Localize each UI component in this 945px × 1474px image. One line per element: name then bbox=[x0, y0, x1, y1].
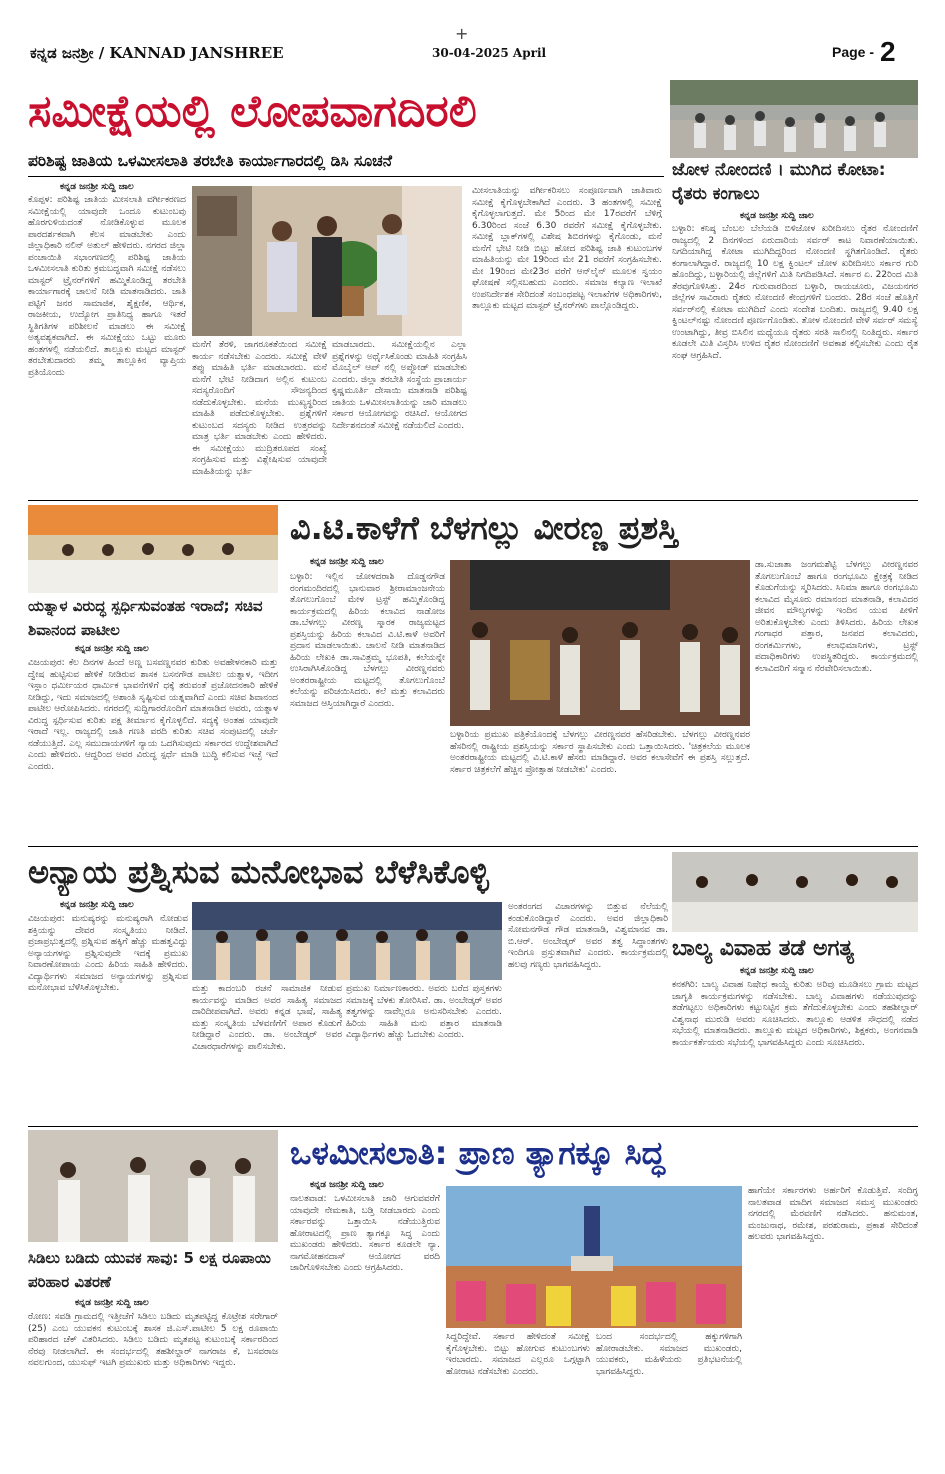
a1-headline: ಸಮೀಕ್ಷೆಯಲ್ಲಿ ಲೋಪವಾಗದಿರಲಿ bbox=[28, 86, 477, 137]
a8-body-col3: ಬಂದ ಸಂದರ್ಭದಲ್ಲಿ ಹಕ್ಕುಗಳಿಗಾಗಿ ಹೋರಾಡಬೇಕು. ಸಮಾಜದ ಮುಖಂಡರು, ಯುವಕರು, ಮಹಿಳೆಯರು ಪ್ರತಿಭಟನೆಯಲ್ಲಿ ಭಾಗವಹಿಸಿದ್ದರು. bbox=[596, 1332, 742, 1377]
a4-byline: ಕನ್ನಡ ಜನಶ್ರೀ ಸುದ್ದಿ ಜಾಲ bbox=[310, 557, 384, 567]
a7-body: ರೋಣ: ಸವಡಿ ಗ್ರಾಮದಲ್ಲಿ ಇತ್ತೀಚೆಗೆ ಸಿಡಿಲು ಬಡಿದು ಮೃತಪಟ್ಟಿದ್ದ ಕೊಟ್ರೇಶ ಸರೇಗಾರ್ (25) ಎಂಬ ಯುವಕನ ಕುಟುಂಬಕ್ಕೆ ಶಾಸಕ ಜಿ.ಎಸ್.ಪಾಟೀಲ 5 ಲಕ್ಷ ರೂಪಾಯಿ ಪರಿಹಾರದ ಚೆಕ್ ವಿತರಿಸಿದರು. ಸಿಡಿಲು ಬಡಿದು ಮೃತಪಟ್ಟ ಕುಟುಂಬಕ್ಕೆ ಸರ್ಕಾರದಿಂದ ನೆರವು ನೀಡಲಾಗಿದೆ. ಈ ಸಂದರ್ಭದಲ್ಲಿ ತಹಶೀಲ್ದಾರ್ ನಾಗರಾಜ ಕೆ, ಬಸವರಾಜ ನವಲಗುಂದ, ಯುಸುಫ್ ಇಟಗಿ ಪ್ರಮುಖರು ಮತ್ತು ಅಧಿಕಾರಿಗಳು ಇದ್ದರು. bbox=[28, 1312, 278, 1368]
a8-body-col4: ಹಾಗೆಯೇ ಸರ್ಕಾರಗಳು ಅರ್ಹರಿಗೆ ಕೊಡುತ್ತಿವೆ. ಸಂದಿಗ್ಧ ನಾಲತವಾಡ ಮಾದಿಗ ಸಮಾಜದ ಸಮಸ್ತ ಮುಖಂಡರು ನಗರದಲ್ಲಿ ಮೆರವಣಿಗೆ ನಡೆಸಿದರು. ಹನುಮಂತ, ಮಂಜುನಾಥ, ರಮೇಶ, ಪರಶುರಾಮ, ಪ್ರಕಾಶ ಸೇರಿದಂತೆ ಹಲವರು ಭಾಗವಹಿಸಿದ್ದರು. bbox=[748, 1186, 918, 1242]
a1-subheadline: ಪರಿಶಿಷ್ಟ ಜಾತಿಯ ಒಳಮೀಸಲಾತಿ ತರಬೇತಿ ಕಾರ್ಯಾಗಾರದಲ್ಲಿ ಡಿಸಿ ಸೂಚನೆ bbox=[28, 152, 393, 170]
a3-photo bbox=[28, 505, 278, 593]
paper-name: ಕನ್ನಡ ಜನಶ್ರೀ / KANNAD JANSHREE bbox=[30, 44, 284, 62]
a4-body-col1: ಬಳ್ಳಾರಿ: ಇಲ್ಲಿನ ಜೋಳದರಾಶಿ ದೊಡ್ಡನಗೌಡ ರಂಗಮಂದಿರದಲ್ಲಿ ಭಾನುವಾರ ಶ್ರೀರಾಮಾಂಜನೇಯ ತೊಗಲುಗೊಂಬೆ ಮೇಳ ಟ್ರಸ್ಟ್ ಹಮ್ಮಿಕೊಂಡಿದ್ದ ಕಾರ್ಯಕ್ರಮದಲ್ಲಿ ಹಿರಿಯ ಕಲಾವಿದ ನಾಡೋಜ ಡಾ.ಬೆಳಗಲ್ಲು ವೀರಣ್ಣ ಸ್ಮಾರಕ ರಾಜ್ಯಮಟ್ಟದ ಪ್ರಶಸ್ತಿಯನ್ನು ಹಿರಿಯ ಕಲಾವಿದ ವಿ.ಟಿ.ಕಾಳೆ ಅವರಿಗೆ ಪ್ರದಾನ ಮಾಡಲಾಯಿತು. ಚಾಲನೆ ನೀಡಿ ಮಾತನಾಡಿದ ಹಿರಿಯ ಲೇಖಕಿ ಡಾ.ಸಾವಿತ್ರಮ್ಮ ಭೂಪತಿ, ಕಲೆಯನ್ನೇ ಉಸಿರಾಗಿಸಿಕೊಂಡಿದ್ದ ಬೆಳಗಲ್ಲು ವೀರಣ್ಣನವರು ಅಂತರರಾಷ್ಟ್ರೀಯ ಮಟ್ಟದಲ್ಲಿ ತೊಗಲುಗೊಂಬೆ ಕಲೆಯನ್ನು ಪರಿಚಯಿಸಿದರು. ಕಲೆ ಮತ್ತು ಕಲಾವಿದರು ಸಮಾಜದ ಆಸ್ತಿಯಾಗಿದ್ದಾರೆ ಎಂದರು. bbox=[290, 572, 445, 709]
a7-headline: ಸಿಡಿಲು ಬಡಿದು ಯುವಕ ಸಾವು: 5 ಲಕ್ಷ ರೂಪಾಯಿ ಪರಿಹಾರ ವಿತರಣೆ bbox=[28, 1249, 271, 1291]
a4-body-col3: ಡಾ.ಸುಜಾತಾ ಜಂಗಮಶೆಟ್ಟಿ ಬೆಳಗಲ್ಲು ವೀರಣ್ಣನವರ ತೊಗಲುಗೊಂಬೆ ಹಾಗೂ ರಂಗಭೂಮಿ ಕ್ಷೇತ್ರಕ್ಕೆ ನೀಡಿದ ಕೊಡುಗೆಯನ್ನು ಸ್ಮರಿಸಿದರು. ಸಿನಿಮಾ ಹಾಗೂ ರಂಗಭೂಮಿ ಕಲಾವಿದ ಮೈಸೂರು ರಮಾನಂದ ಮಾತನಾಡಿ, ಕಲಾವಿದರ ಜೀವನ ಮೌಲ್ಯಗಳನ್ನು ಇಂದಿನ ಯುವ ಪೀಳಿಗೆ ಅರಿತುಕೊಳ್ಳಬೇಕು ಎಂದು ತಿಳಿಸಿದರು. ಹಿರಿಯ ಲೇಖಕ ಗಂಗಾಧರ ಪತ್ತಾರ, ಜನಪದ ಕಲಾವಿದರು, ರಂಗಕರ್ಮಿಗಳು, ಕಲಾಭಿಮಾನಿಗಳು, ಟ್ರಸ್ಟ್ ಪದಾಧಿಕಾರಿಗಳು ಉಪಸ್ಥಿತರಿದ್ದರು. ಕಾರ್ಯಕ್ರಮದಲ್ಲಿ ಕಲಾವಿದರಿಗೆ ಸನ್ಮಾನ ನೆರವೇರಿಸಲಾಯಿತು. bbox=[755, 560, 918, 674]
a1-byline: ಕನ್ನಡ ಜನಶ್ರೀ ಸುದ್ದಿ ಜಾಲ bbox=[60, 182, 134, 192]
a5-headline: ಅನ್ಯಾಯ ಪ್ರಶ್ನಿಸುವ ಮನೋಭಾವ ಬೆಳೆಸಿಕೊಳ್ಳಿ bbox=[28, 853, 489, 891]
a8-photo bbox=[446, 1186, 742, 1328]
a2-headline: ಜೋಳ ನೋಂದಣಿ । ಮುಗಿದ ಕೋಟಾ: ರೈತರು ಕಂಗಾಲು bbox=[672, 160, 886, 204]
a1-body-col3: ಮಾಡಬಾರದು. ಸಮೀಕ್ಷೆಯಲ್ಲಿನ ಎಲ್ಲಾ ಪ್ರಶ್ನೆಗಳನ್ನು ಅರ್ಥೈಸಿಕೊಂಡು ಮಾಹಿತಿ ಸಂಗ್ರಹಿಸಿ ಮೊಬೈಲ್ ಆಪ್ ನಲ್ಲಿ ಅಪ್ಲೋಡ್ ಮಾಡಬೇಕು ಎಂದರು. ಜಿಲ್ಲಾ ತರಬೇತಿ ಸಂಸ್ಥೆಯ ಪ್ರಾಚಾರ್ಯ ಕೃಷ್ಣಮೂರ್ತಿ ದೇಸಾಯಿ ಮಾತನಾಡಿ ಪರಿಶಿಷ್ಟ ಜಾತಿಯ ಒಳಮೀಸಲಾತಿಯನ್ನು ಜಾರಿ ಮಾಡಲು ಸರ್ಕಾರ ಆಯೋಗವನ್ನು ರಚಿಸಿದೆ. ಆಯೋಗದ ನಿರ್ದೇಶನದಂತೆ ಸಮೀಕ್ಷೆ ನಡೆಯಲಿದೆ ಎಂದರು. bbox=[332, 340, 467, 431]
a5-body-col4: ಅಂತರಂಗದ ವಿಚಾರಗಳನ್ನು ಬಿತ್ತುವ ನೆಲೆಯಲ್ಲಿ ಕಂಡುಕೊಂಡಿದ್ದಾರೆ ಎಂದರು. ಅವರ ಜಿಲ್ಲಾಧಿಕಾರಿ ಸೋಮನಗೌಡ ಗೌಡ ಮಾತನಾಡಿ, ವಿಶ್ವಮಾನವ ಡಾ. ಬಿ.ಆರ್. ಅಂಬೇಡ್ಕರ್ ಅವರ ತತ್ವ ಸಿದ್ಧಾಂತಗಳು ಇಂದಿಗೂ ಪ್ರಸ್ತುತವಾಗಿವೆ ಎಂದರು. ಕಾರ್ಯಕ್ರಮದಲ್ಲಿ ಹಲವು ಗಣ್ಯರು ಭಾಗವಹಿಸಿದ್ದರು. bbox=[508, 902, 668, 970]
page-label: Page - bbox=[832, 44, 875, 60]
page-number: 2 bbox=[880, 36, 896, 67]
a8-body-col1: ನಾಲತವಾಡ: ಒಳಮೀಸಲಾತಿ ಜಾರಿ ಆಗುವವರೆಗೆ ಯಾವುದೇ ನೇಮಕಾತಿ, ಬಡ್ತಿ ನೀಡಬಾರದು ಎಂದು ಸರ್ಕಾರವನ್ನು ಒತ್ತಾಯಿಸಿ ನಡೆಯುತ್ತಿರುವ ಹೋರಾಟದಲ್ಲಿ ಪ್ರಾಣ ತ್ಯಾಗಕ್ಕೂ ಸಿದ್ಧ ಎಂದು ಮುಖಂಡರು ಹೇಳಿದರು. ಸರ್ಕಾರ ಕೂಡಲೇ ನ್ಯಾ. ನಾಗಮೋಹನದಾಸ್ ಆಯೋಗದ ವರದಿ ಜಾರಿಗೊಳಿಸಬೇಕು ಎಂದು ಆಗ್ರಹಿಸಿದರು. bbox=[290, 1194, 440, 1273]
a2-photo bbox=[670, 80, 918, 158]
a6-body: ಕನಕಗಿರಿ: ಬಾಲ್ಯ ವಿವಾಹ ನಿಷೇಧ ಕಾಯ್ದೆ ಕುರಿತು ಅರಿವು ಮೂಡಿಸಲು ಗ್ರಾಮ ಮಟ್ಟದ ಜಾಗೃತಿ ಕಾರ್ಯಕ್ರಮಗಳನ್ನು ನಡೆಸಬೇಕು. ಬಾಲ್ಯ ವಿವಾಹಗಳು ನಡೆಯುವುದನ್ನು ತಡೆಗಟ್ಟಲು ಅಧಿಕಾರಿಗಳು ಕಟ್ಟುನಿಟ್ಟಿನ ಕ್ರಮ ತೆಗೆದುಕೊಳ್ಳಬೇಕು ಎಂದು ತಹಶೀಲ್ದಾರ್ ವಿಶ್ವನಾಥ ಮುರುಡಿ ಅವರು ಸೂಚಿಸಿದರು. ತಾಲ್ಲೂಕು ಆಡಳಿತ ಸೌಧದಲ್ಲಿ ನಡೆದ ಸಭೆಯಲ್ಲಿ ಮಾತನಾಡಿದರು. ತಾಲ್ಲೂಕು ಮಟ್ಟದ ಅಧಿಕಾರಿಗಳು, ಶಿಕ್ಷಕರು, ಅಂಗನವಾಡಿ ಕಾರ್ಯಕರ್ತೆಯರು ಸಭೆಯಲ್ಲಿ ಭಾಗವಹಿಸಿದ್ದರು ಎಂದು ಸೂಚಿಸಿದರು. bbox=[672, 980, 918, 1048]
a1-body-col1: ಕೊಪ್ಪಳ: ಪರಿಶಿಷ್ಟ ಜಾತಿಯ ಮೀಸಲಾತಿ ವರ್ಗೀಕರಣದ ಸಮೀಕ್ಷೆಯಲ್ಲಿ ಯಾವುದೇ ಒಂದೂ ಕುಟುಂಬವು ಹೊರಗುಳಿಯದಂತೆ ನೋಡಿಕೊಳ್ಳುವ ಮೂಲಕ ಪಾರದರ್ಶಕವಾಗಿ ಕೆಲಸ ಮಾಡಬೇಕು ಎಂದು ಜಿಲ್ಲಾಧಿಕಾರಿ ನಲಿನ್ ಅತುಲ್ ಹೇಳಿದರು. ನಗರದ ಜಿಲ್ಲಾ ಪಂಚಾಯಿತಿ ಸಭಾಂಗಣದಲ್ಲಿ ಪರಿಶಿಷ್ಟ ಜಾತಿಯ ಒಳಮೀಸಲಾತಿ ಕುರಿತು ಕ್ರಮಬದ್ಧವಾಗಿ ಸಮೀಕ್ಷೆ ನಡೆಸಲು ಮಾಸ್ಟರ್ ಟ್ರೈನರ್‌ಗಳಿಗೆ ಹಮ್ಮಿಕೊಂಡಿದ್ದ ತರಬೇತಿ ಕಾರ್ಯಾಗಾರಕ್ಕೆ ಚಾಲನೆ ನೀಡಿ ಮಾತನಾಡಿದರು. ಜಾತಿ ಪಟ್ಟಿಗೆ ಜನರ ಸಾಮಾಜಿಕ, ಶೈಕ್ಷಣಿಕ, ಆರ್ಥಿಕ, ರಾಜಕೀಯ, ಉದ್ಯೋಗ ಪ್ರಾತಿನಿಧ್ಯ ಹಾಗೂ ಇತರೆ ಸ್ಥಿತಿಗತಿಗಳ ಪರಿಶೀಲನೆ ಮಾಡಲು ಈ ಸಮೀಕ್ಷೆ ಅತ್ಯವಶ್ಯಕವಾಗಿದೆ. ಈ ಸಮೀಕ್ಷೆಯು ಒಟ್ಟು ಮೂರು ಹಂತಗಳಲ್ಲಿ ನಡೆಯಲಿದೆ. ತಾಲ್ಲೂಕು ಮಟ್ಟದ ಮಾಸ್ಟರ್ ತರಬೇತುದಾರರು ತಮ್ಮ ತಾಲ್ಲೂಕಿನ ವ್ಯಾಪ್ತಿಯ ಪ್ರತಿಯೊಂದು bbox=[28, 195, 186, 378]
a6-photo bbox=[672, 852, 918, 932]
a1-photo bbox=[192, 186, 462, 336]
a5-body-col2: ಮತ್ತು ಕಾದಂಬರಿ ರಚನೆ ಸಾಮಾಜಿಕ ನೀಡುವ ಕಾರ್ಯವನ್ನು ಮಾಡಿದ ಅವರ ಸಾಹಿತ್ಯ ಸಮಾಜದ ದಾರಿದೀಪವಾಗಿದೆ. ಅವರು ಕನ್ನಡ ಭಾಷೆ, ಸಾಹಿತ್ಯ ಮತ್ತು ಸಂಸ್ಕೃತಿಯ ಬೆಳವಣಿಗೆಗೆ ಅಪಾರ ಕೊಡುಗೆ ನೀಡಿದ್ದಾರೆ ಎಂದರು. ಡಾ. ಅಂಬೇಡ್ಕರ್ ಅವರ ವಿಚಾರಧಾರೆಗಳನ್ನು ಪಾಲಿಸಬೇಕು. bbox=[192, 984, 342, 1052]
a4-headline: ವಿ.ಟಿ.ಕಾಳೆಗೆ ಬೆಳಗಲ್ಲು ವೀರಣ್ಣ ಪ್ರಶಸ್ತಿ bbox=[290, 509, 678, 547]
divider bbox=[28, 500, 918, 501]
a7-photo bbox=[28, 1130, 278, 1242]
a4-body-col2: ಬಳ್ಳಾರಿಯ ಪ್ರಮುಖ ಪತ್ರಿಕೆಯೊಂದಕ್ಕೆ ಬೆಳಗಲ್ಲು ವೀರಣ್ಣನವರ ಹೆಸರಿಡಬೇಕು. ಬೆಳಗಲ್ಲು ವೀರಣ್ಣನವರ ಹೆಸರಿನಲ್ಲಿ ರಾಷ್ಟ್ರೀಯ ಪ್ರಶಸ್ತಿಯನ್ನು ಸರ್ಕಾರ ಸ್ಥಾಪಿಸಬೇಕು ಎಂದು ಒತ್ತಾಯಿಸಿದರು. 'ಚಿತ್ರಕಲೆಯ ಮೂಲಕ ಅಂತರರಾಷ್ಟ್ರೀಯ ಮಟ್ಟದಲ್ಲಿ ವಿ.ಟಿ.ಕಾಳೆ ಹೆಸರು ಮಾಡಿದ್ದಾರೆ. ಅವರ ಕಲಾಸೇವೆಗೆ ಈ ಪ್ರಶಸ್ತಿ ಸಲ್ಲುತ್ತದೆ. ಸರ್ಕಾರ ಚಿತ್ರಕಲೆಗೆ ಹೆಚ್ಚಿನ ಪ್ರೋತ್ಸಾಹ ನೀಡಬೇಕು' ಎಂದರು. bbox=[450, 730, 750, 775]
a5-byline: ಕನ್ನಡ ಜನಶ್ರೀ ಸುದ್ದಿ ಜಾಲ bbox=[60, 900, 134, 910]
a6-byline: ಕನ್ನಡ ಜನಶ್ರೀ ಸುದ್ದಿ ಜಾಲ bbox=[740, 966, 814, 976]
a8-body-col2: ಸಿದ್ದರಿದ್ದೇವೆ. ಸರ್ಕಾರ ಹೇಳಿದಂತೆ ಸಮೀಕ್ಷೆ ಕೈಗೊಳ್ಳಬೇಕು. ಬಿಟ್ಟು ಹೋಗುವ ಕುಟುಂಬಗಳು ಇರಬಾರದು. ಸಮಾಜದ ಎಲ್ಲರೂ ಒಗ್ಗಟ್ಟಾಗಿ ಹೋರಾಟ ನಡೆಸಬೇಕು ಎಂದರು. bbox=[446, 1332, 590, 1377]
a1-body-col4: ಮೀಸಲಾತಿಯನ್ನು ವರ್ಗೀಕರಿಸಲು ಸಂಪೂರ್ಣವಾಗಿ ಜಾತಿವಾರು ಸಮೀಕ್ಷೆ ಕೈಗೊಳ್ಳಬೇಕಾಗಿದೆ ಎಂದರು. 3 ಹಂತಗಳಲ್ಲಿ ಸಮೀಕ್ಷೆ ಕೈಗೊಳ್ಳಲಾಗುತ್ತದೆ. ಮೇ 5ರಿಂದ ಮೇ 17ರವರೆಗೆ ಬೆಳಿಗ್ಗೆ 6.30ರಿಂದ ಸಂಜೆ 6.30 ರವರೆಗೆ ಸಮೀಕ್ಷೆ ಕೈಗೊಳ್ಳಬೇಕು. ಸಮೀಕ್ಷೆ ಬ್ಲಾಕ್‌ಗಳಲ್ಲಿ ವಿಶೇಷ ಶಿಬಿರಗಳನ್ನು ಕೈಗೊಂಡು, ಮನೆ ಮನೆಗೆ ಭೇಟಿ ನೀಡಿ ಬಿಟ್ಟು ಹೋದ ಪರಿಶಿಷ್ಟ ಜಾತಿ ಕುಟುಂಬಗಳ ಮಾಹಿತಿಯನ್ನು ಮೇ 19ರಿಂದ ಮೇ 21 ರವರೆಗೆ ಸಂಗ್ರಹಿಸಬೇಕು. ಮೇ 19ರಿಂದ ಮೇ23ರ ವರೆಗೆ ಆನ್‌ಲೈನ್ ಮೂಲಕ ಸ್ವಯಂ ಘೋಷಣೆ ಸಲ್ಲಿಸಬಹುದು ಎಂದರು. ಸಮಾಜ ಕಲ್ಯಾಣ ಇಲಾಖೆ ಉಪನಿರ್ದೇಶಕ ಸೇರಿದಂತೆ ಸಂಬಂಧಪಟ್ಟ ಇಲಾಖೆಗಳ ಅಧಿಕಾರಿಗಳು, ತಾಲ್ಲೂಕು ಮಟ್ಟದ ಮಾಸ್ಟರ್ ಟ್ರೈನರ್‌ಗಳು ಪಾಲ್ಗೊಂಡಿದ್ದರು. bbox=[472, 186, 662, 311]
register-mark-icon: + bbox=[455, 24, 469, 43]
a7-byline: ಕನ್ನಡ ಜನಶ್ರೀ ಸುದ್ದಿ ಜಾಲ bbox=[75, 1298, 149, 1308]
a8-headline: ಒಳಮೀಸಲಾತಿ: ಪ್ರಾಣ ತ್ಯಾಗಕ್ಕೂ ಸಿದ್ಧ bbox=[290, 1134, 665, 1172]
divider bbox=[28, 176, 664, 177]
a5-body-col3: ಪ್ರಮುಖ ನಿರ್ಮಾಣಕಾರರು. ಅವರು ಬರೆದ ಪುಸ್ತಕಗಳು ಸಮಾಜಕ್ಕೆ ಬೆಳಕು ತೋರಿಸಿವೆ. ಡಾ. ಅಂಬೇಡ್ಕರ್ ಅವರ ತತ್ವಗಳನ್ನು ನಾವೆಲ್ಲರೂ ಅನುಸರಿಸಬೇಕು ಎಂದರು. ಹಿರಿಯ ಸಾಹಿತಿ ಮನು ಪತ್ತಾರ ಮಾತನಾಡಿ ವಿದ್ಯಾರ್ಥಿಗಳು ಹೆಚ್ಚು ಓದಬೇಕು ಎಂದರು. bbox=[346, 984, 502, 1040]
masthead bbox=[0, 0, 945, 78]
a5-body-col1: ವಿಜಯಪುರ: ಮನುಷ್ಯರನ್ನು ಮನುಷ್ಯರಾಗಿ ನೋಡುವ ಶಕ್ತಿಯನ್ನು ದೇವರ ಸಂಸ್ಕೃತಿಯು ನೀಡಿದೆ. ಪ್ರಜಾಪ್ರಭುತ್ವದಲ್ಲಿ ಪ್ರಶ್ನಿಸುವ ಹಕ್ಕಿಗೆ ಹೆಚ್ಚು ಮಹತ್ವವಿದ್ದು ಅನ್ಯಾಯಗಳನ್ನು ಪ್ರಶ್ನಿಸುವುದೇ ಇದಕ್ಕೆ ಪ್ರಮುಖ ನಿವಾರಣೋಪಾಯ ಎಂದು ಹಿರಿಯ ಸಾಹಿತಿ ಹೇಳಿದರು. ವಿದ್ಯಾರ್ಥಿಗಳು ಸಮಾಜದ ಅನ್ಯಾಯಗಳನ್ನು ಪ್ರಶ್ನಿಸುವ ಮನೋಭಾವ ಬೆಳೆಸಿಕೊಳ್ಳಬೇಕು. bbox=[28, 914, 188, 993]
divider bbox=[28, 1126, 918, 1127]
a3-headline: ಯತ್ನಾಳ ವಿರುದ್ಧ ಸ್ಪರ್ಧಿಸುವಂತಹ ಇರಾದೆ; ಸಚಿವ ಶಿವಾನಂದ ಪಾಟೀಲ bbox=[28, 597, 263, 639]
a5-photo bbox=[192, 902, 502, 980]
a3-byline: ಕನ್ನಡ ಜನಶ್ರೀ ಸುದ್ದಿ ಜಾಲ bbox=[75, 644, 149, 654]
divider bbox=[28, 846, 918, 847]
a8-byline: ಕನ್ನಡ ಜನಶ್ರೀ ಸುದ್ದಿ ಜಾಲ bbox=[310, 1180, 384, 1190]
issue-date: 30-04-2025 April bbox=[432, 46, 547, 60]
a1-body-col2: ಮನೆಗೆ ತೆರಳಿ, ಜಾಗರೂಕತೆಯಿಂದ ಸಮೀಕ್ಷೆ ಕಾರ್ಯ ನಡೆಸಬೇಕು ಎಂದರು. ಸಮೀಕ್ಷೆ ವೇಳೆ ತಪ್ಪು ಮಾಹಿತಿ ಭರ್ತಿ ಮಾಡಬಾರದು. ಮನೆ ಮನೆಗೆ ಭೇಟಿ ನೀಡಿದಾಗ ಅಲ್ಲಿನ ಕುಟುಂಬ ಸದಸ್ಯರೊಂದಿಗೆ ಸೌಜನ್ಯದಿಂದ ನಡೆದುಕೊಳ್ಳಬೇಕು. ಮನೆಯ ಮುಖ್ಯಸ್ಥರಿಂದ ಮಾಹಿತಿ ಪಡೆದುಕೊಳ್ಳಬೇಕು. ಪ್ರಶ್ನೆಗಳಿಗೆ ಕುಟುಂಬದ ಸದಸ್ಯರು ನೀಡಿದ ಉತ್ತರವನ್ನು ಮಾತ್ರ ಭರ್ತಿ ಮಾಡಬೇಕು ಎಂದು ಹೇಳಿದರು. ಈ ಸಮೀಕ್ಷೆಯು ಮುದ್ರಿತರೂಪದ ಸಂಖ್ಯೆ ಸಂಗ್ರಹಿಸುವ ಮತ್ತು ವಿಶ್ಲೇಷಿಸುವ ಯಾವುದೇ ಮಾಹಿತಿಯನ್ನು ಭರ್ತಿ bbox=[192, 340, 327, 477]
a3-body: ವಿಜಯಪುರ: ಕೆಲ ದಿನಗಳ ಹಿಂದೆ ಅಣ್ಣ ಬಸವಣ್ಣನವರ ಕುರಿತು ಅವಹೇಳನಕಾರಿ ಮತ್ತು ದ್ವೇಷ ಹುಟ್ಟಿಸುವ ಹೇಳಿಕೆ ನೀಡಿರುವ ಶಾಸಕ ಬಸನಗೌಡ ಪಾಟೀಲ ಯತ್ನಾಳ, ಇದೀಗ ಇಸ್ಲಾಂ ಧರ್ಮೀಯರ ಧಾರ್ಮಿಕ ಭಾವನೆಗಳಿಗೆ ಧಕ್ಕೆ ತರುವಂತೆ ಪ್ರಚೋದನಕಾರಿ ಹೇಳಿಕೆ ನೀಡಿದ್ದು, ಇದು ಸಮಾಜದಲ್ಲಿ ಅಶಾಂತಿ ಸೃಷ್ಟಿಸುವ ಯತ್ನವಾಗಿದೆ ಎಂದು ಸಚಿವ ಶಿವಾನಂದ ಪಾಟೀಲ ಆರೋಪಿಸಿದರು. ನಗರದಲ್ಲಿ ಸುದ್ದಿಗಾರರೊಂದಿಗೆ ಮಾತನಾಡಿದ ಅವರು, ಯತ್ನಾಳ ವಿರುದ್ಧ ಸ್ಪರ್ಧಿಸುವ ಕುರಿತು ಪಕ್ಷ ತೀರ್ಮಾನ ಕೈಗೊಳ್ಳಲಿದೆ. ಸದ್ಯಕ್ಕೆ ಅಂತಹ ಯಾವುದೇ ಇರಾದೆ ಇಲ್ಲ. ರಾಜ್ಯದಲ್ಲಿ ಜಾತಿ ಗಣತಿ ವರದಿ ಕುರಿತು ಸಚಿವ ಸಂಪುಟದಲ್ಲಿ ಚರ್ಚೆ ನಡೆಯುತ್ತಿದೆ. ಎಲ್ಲ ಸಮುದಾಯಗಳಿಗೆ ನ್ಯಾಯ ಒದಗಿಸುವುದು ಸರ್ಕಾರದ ಉದ್ದೇಶವಾಗಿದೆ ಎಂದು ಹೇಳಿದರು. ಆದ್ದರಿಂದ ಅವರ ವಿರುದ್ಧ ಸ್ಪರ್ಧೆ ಮಾಡಿ ಬುದ್ಧಿ ಕಲಿಸುವ ಇಚ್ಛೆ ಇದೆ ಎಂದರು. bbox=[28, 658, 278, 772]
a4-photo bbox=[450, 560, 750, 726]
a6-headline: ಬಾಲ್ಯ ವಿವಾಹ ತಡೆ ಅಗತ್ಯ bbox=[672, 936, 855, 961]
a2-byline: ಕನ್ನಡ ಜನಶ್ರೀ ಸುದ್ದಿ ಜಾಲ bbox=[740, 211, 814, 221]
a2-body: ಬಳ್ಳಾರಿ: ಕನಿಷ್ಠ ಬೆಂಬಲ ಬೆಲೆಯಡಿ ಬಿಳಿಜೋಳ ಖರೀದಿಸಲು ರೈತರ ನೋಂದಣಿಗೆ ರಾಜ್ಯದಲ್ಲಿ 2 ದಿನಗಳಿಂದ ಏರುದಾರಿಯ ಸರ್ವರ್ ಕಾಟ ನಿವಾರಣೆಯಾಯಿತು. ನಿಗದಿಯಾಗಿದ್ದ ಕೋಟಾ ಮುಗಿದಿದ್ದರಿಂದ ನೋಂದಣಿ ಸ್ಥಗಿತಗೊಂಡಿದೆ. ರೈತರು ಕಂಗಾಲಾಗಿದ್ದಾರೆ. ರಾಜ್ಯದಲ್ಲಿ 10 ಲಕ್ಷ ಕ್ವಿಂಟಲ್ ಜೋಳ ಖರೀದಿಸಲು ಸರ್ಕಾರ ಗುರಿ ಹೊಂದಿದ್ದು, ಬಳ್ಳಾರಿಯಲ್ಲಿ ಜಿಲ್ಲೆಗಳಿಗೆ ಮಿತಿ ನಿಗದಿಪಡಿಸಿದೆ. ಸರ್ಕಾರ ಏ. 22ರಿಂದ ಮಿತಿ ತೆರವುಗೊಳಿಸಿತ್ತು. 24ರ ಗುರುವಾರದಿಂದ ಬಳ್ಳಾರಿ, ರಾಯಚೂರು, ವಿಜಯನಗರ ಜಿಲ್ಲೆಗಳ ಸಾವಿರಾರು ರೈತರು ನೋಂದಣಿ ಕೇಂದ್ರಗಳಿಗೆ ಬಂದರು. 28ರ ಸಂಜೆ ಹೊತ್ತಿಗೆ ಸರ್ವರ್‌ನಲ್ಲಿ ಕೋಟಾ ಮುಗಿದಿದೆ ಎಂದು ಸಂದೇಶ ಬಂದಿತು. ರಾಜ್ಯದಲ್ಲಿ 9.40 ಲಕ್ಷ ಕ್ವಿಂಟಲ್‌ನಷ್ಟು ನೋಂದಣಿ ಪೂರ್ಣಗೊಂಡಿತು. ತೋಳ ನೋಂದಣಿ ವೇಳೆ ಸರ್ವರ್ ಸಮಸ್ಯೆ ಉಂಟಾಗಿದ್ದು, ತೀವ್ರ ಬಿಸಿಲಿನ ಮಧ್ಯೆಯೂ ರೈತರು ಸರತಿ ಸಾಲಿನಲ್ಲಿ ನಿಂತಿದ್ದರು. ಸರ್ಕಾರ ಕೂಡಲೇ ಮಿತಿ ವಿಸ್ತರಿಸಿ ಉಳಿದ ರೈತರ ನೋಂದಣಿಗೆ ಅವಕಾಶ ಕಲ್ಪಿಸಬೇಕು ಎಂದು ರೈತ ಸಂಘ ಆಗ್ರಹಿಸಿದೆ. bbox=[672, 224, 918, 361]
